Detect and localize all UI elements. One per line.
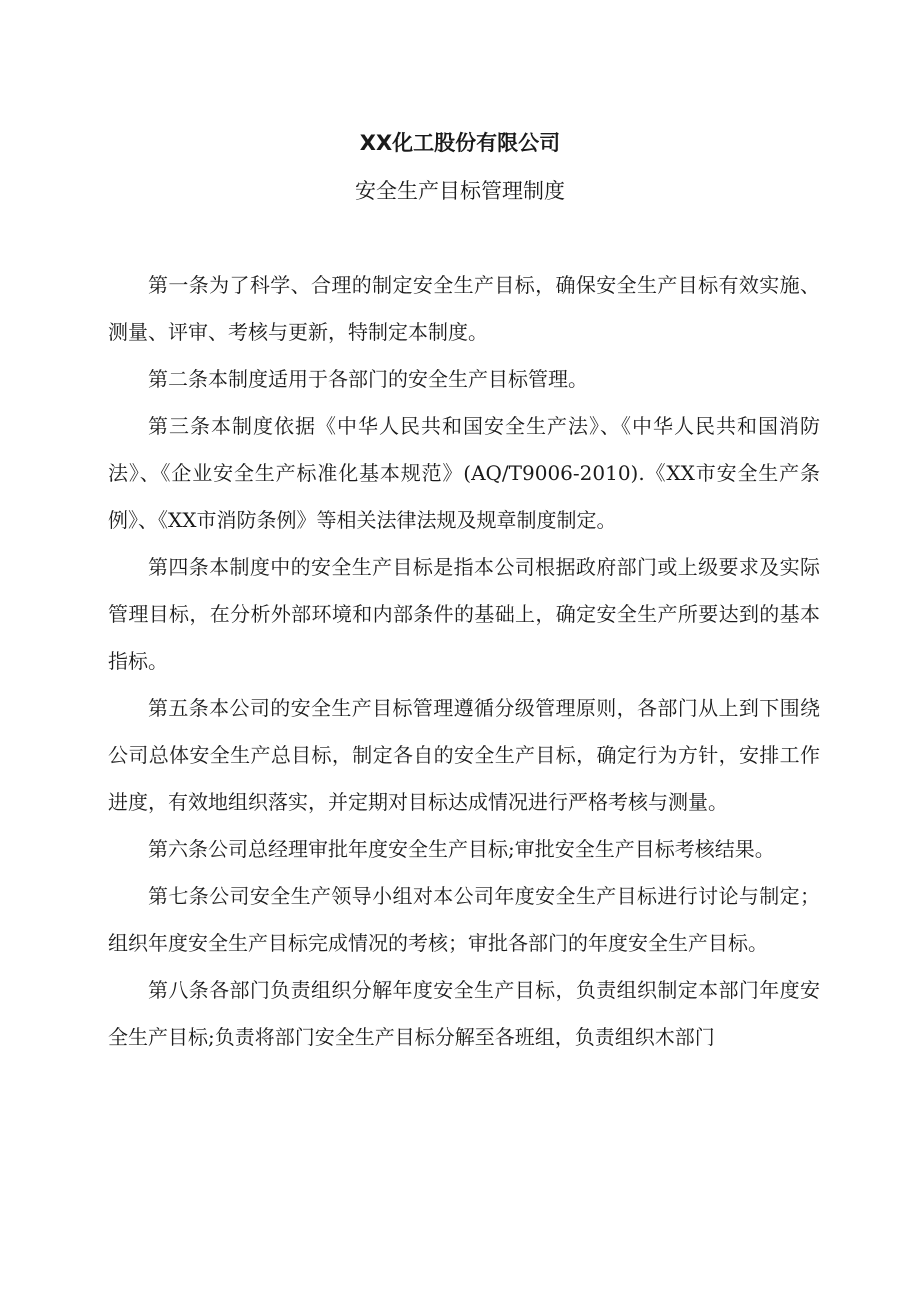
- article-3: 第三条本制度依据《中华人民共和国安全生产法》、《中华人民共和国消防法》、《企业安全生产标准化基本规范》(AQ/T9006-2010).《XX市安全生产条例》、《XX市消防条例》等相关法律法规及规章制度制定。: [108, 414, 820, 532]
- article-1: 第一条为了科学、合理的制定安全生产目标，确保安全生产目标有效实施、测量、评审、考核与更新，特制定本制度。: [108, 273, 820, 344]
- article-6: 第六条公司总经理审批年度安全生产目标;审批安全生产目标考核结果。: [148, 837, 775, 861]
- article-4: 第四条本制度中的安全生产目标是指本公司根据政府部门或上级要求及实际管理目标，在分析外部环境和内部条件的基础上，确定安全生产所要达到的基本指标。: [108, 555, 820, 673]
- article-8: 第八条各部门负责组织分解年度安全生产目标，负责组织制定本部门年度安全生产目标;负责将部门安全生产目标分解至各班组，负责组织木部门: [108, 978, 820, 1049]
- article-5: 第五条本公司的安全生产目标管理遵循分级管理原则，各部门从上到下围绕公司总体安全生产总目标，制定各自的安全生产目标，确定行为方针，安排工作进度，有效地组织落实，并定期对目标达成情况进行严格考核与测量。: [108, 696, 820, 814]
- article-2: 第二条本制度适用于各部门的安全生产目标管理。: [148, 367, 588, 391]
- document-title: 安全生产目标管理制度: [355, 179, 565, 203]
- document-body: [108, 262, 820, 1061]
- article-7: 第七条公司安全生产领导小组对本公司年度安全生产目标进行讨论与制定；组织年度安全生产目标完成情况的考核；审批各部门的年度安全生产目标。: [108, 884, 820, 955]
- company-title: XX化工股份有限公司: [359, 131, 561, 155]
